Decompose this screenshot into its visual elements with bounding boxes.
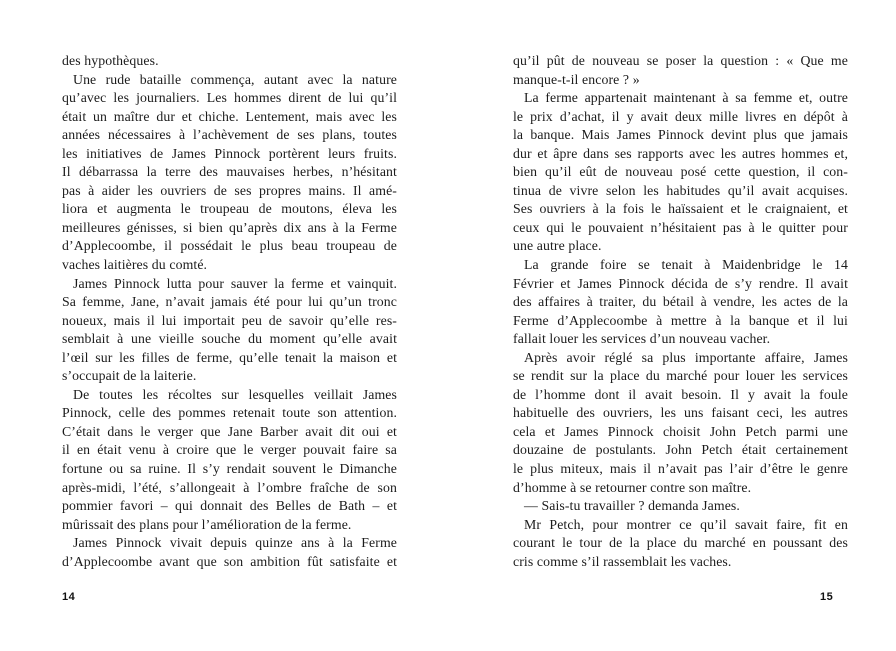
text-line: fallait louer les services d’un nouveau vacher. — [513, 331, 771, 347]
text-line: d’homme à se retourner contre son maître. — [513, 479, 752, 495]
text-line: liora et augmenta le troupeau de moutons, éleva les — [62, 201, 397, 217]
text-line: Pinnock, celle des pommes retenait toute son attention. — [62, 405, 397, 421]
text-line: James Pinnock vivait depuis quinze ans à la Ferme — [73, 535, 397, 551]
text-line: ceux qui le pouvaient n’hésitaient pas à le quitter pour — [513, 219, 848, 235]
text-line: Mr Petch, pour montrer ce qu’il savait faire, fit en — [524, 516, 848, 532]
text-line: fortune ou sa ruine. Il s’y rendait souvent le Dimanche — [62, 461, 397, 477]
text-line: pas à aider les ouvriers de ses propres mains. Il amé- — [62, 182, 397, 198]
text-line: Ferme d’Applecoombe à mettre à la banque et il lui — [513, 312, 848, 328]
text-line: noueux, mais il lui importait peu de savoir qu’elle res- — [62, 312, 397, 328]
text-line: les initiatives de James Pinnock portèrent leurs fruits. — [62, 145, 397, 161]
text-line: d’Applecoombe avant que son ambition fût satisfaite et — [62, 553, 397, 569]
text-line: bien qu’il eût de nouveau posé cette question, il con- — [513, 164, 848, 180]
text-line: cela et James Pinnock choisit John Petch parmi une — [513, 423, 848, 439]
text-line: Février et James Pinnock décida de s’y rendre. Il avait — [513, 275, 848, 291]
text-line: d’Applecoombe, il possédait le plus beau troupeau de — [62, 238, 397, 254]
text-line: qu’il pût de nouveau se poser la question : « Que me — [513, 53, 848, 68]
text-line: De toutes les récoltes sur lesquelles veillait James — [73, 386, 397, 402]
text-line: une autre place. — [513, 238, 602, 254]
text-line: La ferme appartenait maintenant à sa femme et, outre — [524, 90, 848, 106]
text-line: cris comme s’il rassemblait les vaches. — [513, 553, 732, 569]
text-line: la banque. Mais James Pinnock devint plus que jamais — [513, 127, 848, 143]
text-line: courant le tour de la place du marché en poussant des — [513, 535, 848, 551]
text-line: C’était dans le verger que Jane Barber avait dit oui et — [62, 423, 397, 439]
text-line: était un maître dur et chiche. Lentement, mais avec les — [62, 108, 397, 124]
text-line: des hypothèques. — [62, 53, 159, 68]
text-line: Une rude bataille commença, autant avec la nature — [73, 71, 397, 87]
text-line: après-midi, l’été, s’allongeait à l’ombre fraîche de son — [62, 479, 397, 495]
text-line: s’occupait de la laiterie. — [62, 368, 197, 384]
text-line: manque-t-il encore ? » — [513, 71, 640, 87]
text-line: l’œil sur les filles de ferme, qu’elle tenait la maison et — [62, 349, 397, 365]
text-line: douzaine de postulants. John Petch était certainement — [513, 442, 848, 458]
text-line: de l’homme dont il avait besoin. Il y avait la foule — [513, 386, 848, 402]
text-line: habituelle des ouvriers, les uns faisant ceci, les autres — [513, 405, 848, 421]
text-line: Ses ouvriers à la fois le haïssaient et le craignaient, et — [513, 201, 848, 217]
text-line: le prix d’achat, il y avait deux mille livres en dépôt à — [513, 108, 848, 124]
text-line: semblait à une vieille souche du moment qu’elle avait — [62, 331, 397, 347]
text-line: des affaires à traiter, du bétail à vendre, les actes de la — [513, 294, 848, 310]
text-line: tinua de vivre selon les habitudes qu’il avait acquises. — [513, 182, 848, 198]
text-line: — Sais-tu travailler ? demanda James. — [524, 498, 740, 514]
text-line: le plus miteux, mais il n’avait pas l’air d’être le genre — [513, 461, 848, 477]
text-line: James Pinnock lutta pour sauver la ferme et vainquit. — [73, 275, 397, 291]
text-line: dur et âpre dans ses rapports avec les autres hommes et, — [513, 145, 848, 161]
text-line: La grande foire se tenait à Maidenbridge le 14 — [524, 257, 848, 273]
page-right-text — [513, 52, 848, 571]
page-number-right: 15 — [820, 591, 834, 603]
text-line: vaches laitières du comté. — [62, 257, 208, 273]
text-line: qu’avec les journaliers. Les hommes dirent de lui qu’il — [62, 90, 397, 106]
text-line: mûrissait des plans pour l’amélioration de la ferme. — [62, 516, 352, 532]
text-line: Il débarrassa la terre des mauvaises herbes, n’hésitant — [62, 164, 397, 180]
text-line: il en était venu à croire que le verger pouvait faire sa — [62, 442, 397, 458]
text-line: Après avoir réglé sa plus importante affaire, James — [524, 349, 848, 365]
text-line: années nécessaires à l’achèvement de ses plans, toutes — [62, 127, 397, 143]
page-left-text — [62, 52, 397, 571]
text-line: pommier favori – qui donnait des Belles de Bath – et — [62, 498, 397, 514]
text-line: Sa femme, Jane, n’avait jamais été pour lui qu’un tronc — [62, 294, 397, 310]
page-number-left: 14 — [62, 591, 76, 603]
text-line: se rendit sur la place du marché pour louer les services — [513, 368, 848, 384]
text-line: meilleures génisses, si bien qu’après dix ans à la Ferme — [62, 219, 397, 235]
